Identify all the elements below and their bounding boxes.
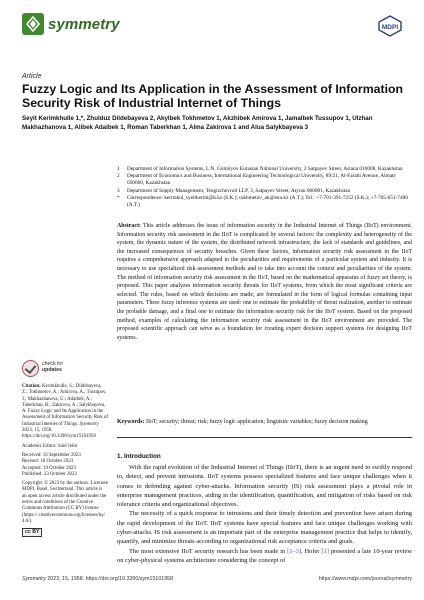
affiliation-number: * bbox=[117, 195, 120, 202]
affiliation-item bbox=[117, 166, 412, 173]
affiliation-number: 3 bbox=[117, 187, 120, 194]
author-list: Seyit Kerimkhulle 1,*, Zhulduz Dildebayeva 2, Akylbek Tokhmetov 1, Akzhibek Amirova 1, Jamalbek Tussupov 1, Ulzhan Makhazhanova 1, Alibek Adalbek 1, Roman Taberkhan 1, Alma Zakirova 1 and Alua Salykbayeva 3 bbox=[22, 115, 373, 131]
cc-by-license-icon[interactable]: cc BY bbox=[22, 528, 42, 537]
check-updates-icon bbox=[22, 360, 39, 377]
keywords-text: IIoT; security; threat; risk; fuzzy logic application; linguistic variables; fuzzy decision making bbox=[145, 419, 368, 425]
affiliation-number: 2 bbox=[117, 173, 120, 180]
paper-title: Fuzzy Logic and Its Application in the Assessment of Information Security Risk of Industrial Internet of Things bbox=[22, 82, 404, 110]
citation-label: Citation: bbox=[22, 384, 41, 389]
introduction-body bbox=[117, 463, 412, 565]
mdpi-logo-text: MDPI bbox=[381, 24, 399, 31]
footer-journal-url[interactable]: https://www.mdpi.com/journal/symmetry bbox=[318, 576, 412, 582]
section-heading: 1. Introduction bbox=[117, 453, 161, 460]
page-footer bbox=[22, 576, 412, 582]
intro-paragraph-2: The necessity of a quick response to intrusions and their timely detection and prevention have arisen during the rapid development of the IIoT. IIoT systems have special features and face unique challenges working with cyber-attacks. IS risk assessment is an important part of the enterprise management practice that helps to identify, quantify, and minimize threats according to organizational risk acceptance criteria and goals. bbox=[117, 510, 412, 546]
affiliation-text: Correspondence: kerimkul_syeitkerim@k.kz (S.K.); tokhmetov_ak@enu.kz (A.T.); Tel.: +7-701-391-7252 (S.K.); +7-705-651-7480 (A.T.) bbox=[127, 195, 408, 209]
keywords-divider bbox=[117, 437, 412, 438]
affiliation-text: Department of Supply Management, Tengizchevroil LLP, 3, Satpayev Street, Atyrau 060001, Kazakhstan bbox=[127, 187, 351, 194]
affiliation-item bbox=[117, 188, 412, 195]
citation-block bbox=[22, 384, 108, 537]
footer-citation: Symmetry 2023, 15, 1958. https://doi.org/10.3390/sym15101958 bbox=[22, 576, 174, 582]
symmetry-icon bbox=[22, 13, 44, 35]
intro-paragraph-1: With the rapid evolution of the Industrial Internet of Things (IIoT), there is an urgent need to swiftly respond to, detect, and prevent intrusions. IIoT systems possess specialized features and face unique challenges when it comes to defending against cyber-attacks. Information security (IS) risk assessment plays a pivotal role in enterprise management practices, aiding in the identification, quantification, and mitigation of risks based on risk tolerance criteria and organizational objectives. bbox=[117, 464, 412, 509]
abstract-text: This article addresses the issue of information security in the Industrial Internet of Things (IIoT) environment. Information security risk assessment in the IIoT is complicated by several factors: the complexity and heterogeneity of the system, the dynamic nature of the system, the distributed network infrastructure, the lack of standards and guidelines, and the increased consequences of security breaches. Given these factors, information security risk assessment in the IIoT requires a comprehensive approach adapted to the peculiarities and requirements of a particular system and industry. It is necessary to use specialized risk assessment methods and to take into account the context and peculiarities of the system. The method of information security risk assessment in the IIoT, based on the mathematical apparatus of fuzzy set theory, is proposed. This paper analyzes information security threats for IIoT systems, from which the most significant criteria are selected. The rules, based on which decisions are made, are formulated in the form of logical formulas containing input parameters. Three fuzzy inference systems are used: one to estimate the probability of threat realization, another to estimate the probable damage, and a final one to estimate the information security risk for the IIoT system. Based on the proposed method, examples of calculating the information security risk assessment in the IIoT environment are provided. The proposed scientific approach can serve as a foundation for creating expert decision support systems for designing IIoT systems. bbox=[117, 223, 412, 341]
mdpi-logo-icon[interactable] bbox=[378, 15, 402, 37]
affiliations bbox=[117, 166, 412, 209]
citation-journal: Symmetry bbox=[79, 421, 99, 427]
citation-text: Kerimkhulle, S.; Dildebayeva, Z.; Tokhmetov, A.; Amirova, A.; Tussupov, J.; Makhazhanova, U.; Adalbek, A.; Taberkhan, R.; Zakirova, A.; Salykbayeva, A. Fuzzy Logic and Its Application in the Assessment of Information Security Risk of Industrial Internet of Things. bbox=[22, 384, 108, 427]
citation-doi[interactable]: 2023, 15, 1958. https://doi.org/10.3390/sym15101958 bbox=[22, 428, 96, 440]
date-accepted: Accepted: 19 October 2023 bbox=[22, 465, 76, 471]
masthead bbox=[22, 13, 402, 37]
date-published: Published: 23 October 2023 bbox=[22, 471, 77, 477]
keywords-label: Keywords: bbox=[117, 419, 145, 425]
journal-name: symmetry bbox=[48, 15, 120, 33]
intro-paragraph-3: The most extensive IIoT security research has been made in [1–3]. Hofer [1] presented a late 10-year review on cyber-physical systems architecture considering the concept of bbox=[117, 547, 413, 564]
reference-link[interactable]: [1–3] bbox=[287, 547, 301, 555]
abstract-label: Abstract: bbox=[117, 223, 141, 229]
date-revised: Revised: 18 October 2023 bbox=[22, 459, 74, 465]
check-for-updates-button[interactable] bbox=[22, 357, 82, 379]
copyright-text: Copyright: © 2023 by the authors. Licensee MDPI, Basel, Switzerland. This article is an open access article distributed under the terms and conditions of the Creative Commons Attribution (CC BY) license (https:// creativecommons.org/licenses/by/ 4.0/). bbox=[22, 481, 108, 524]
affiliation-item bbox=[117, 173, 412, 187]
affiliation-text: Department of Economics and Business, International Engineering Technological University, 89/21, Al-Farabi Avenue, Almaty 050060, Kazakhstan bbox=[127, 173, 397, 187]
abstract bbox=[117, 222, 412, 342]
affiliation-text: Department of Information Systems, L.N. Gumilyov Eurasian National University, 2 Satpayev Street, Astana 010008, Kazakhstan bbox=[127, 166, 403, 172]
affiliation-number: 1 bbox=[117, 166, 120, 172]
article-type: Article bbox=[22, 73, 42, 80]
journal-logo[interactable] bbox=[22, 13, 120, 35]
date-received: Received: 16 September 2023 bbox=[22, 452, 81, 458]
reference-link[interactable]: [1] bbox=[321, 547, 329, 555]
affiliation-item bbox=[117, 195, 412, 209]
academic-editor: Academic Editor: Saïd Jelot bbox=[22, 443, 78, 449]
check-updates-label: check for updates bbox=[42, 361, 64, 373]
keywords bbox=[117, 418, 412, 427]
